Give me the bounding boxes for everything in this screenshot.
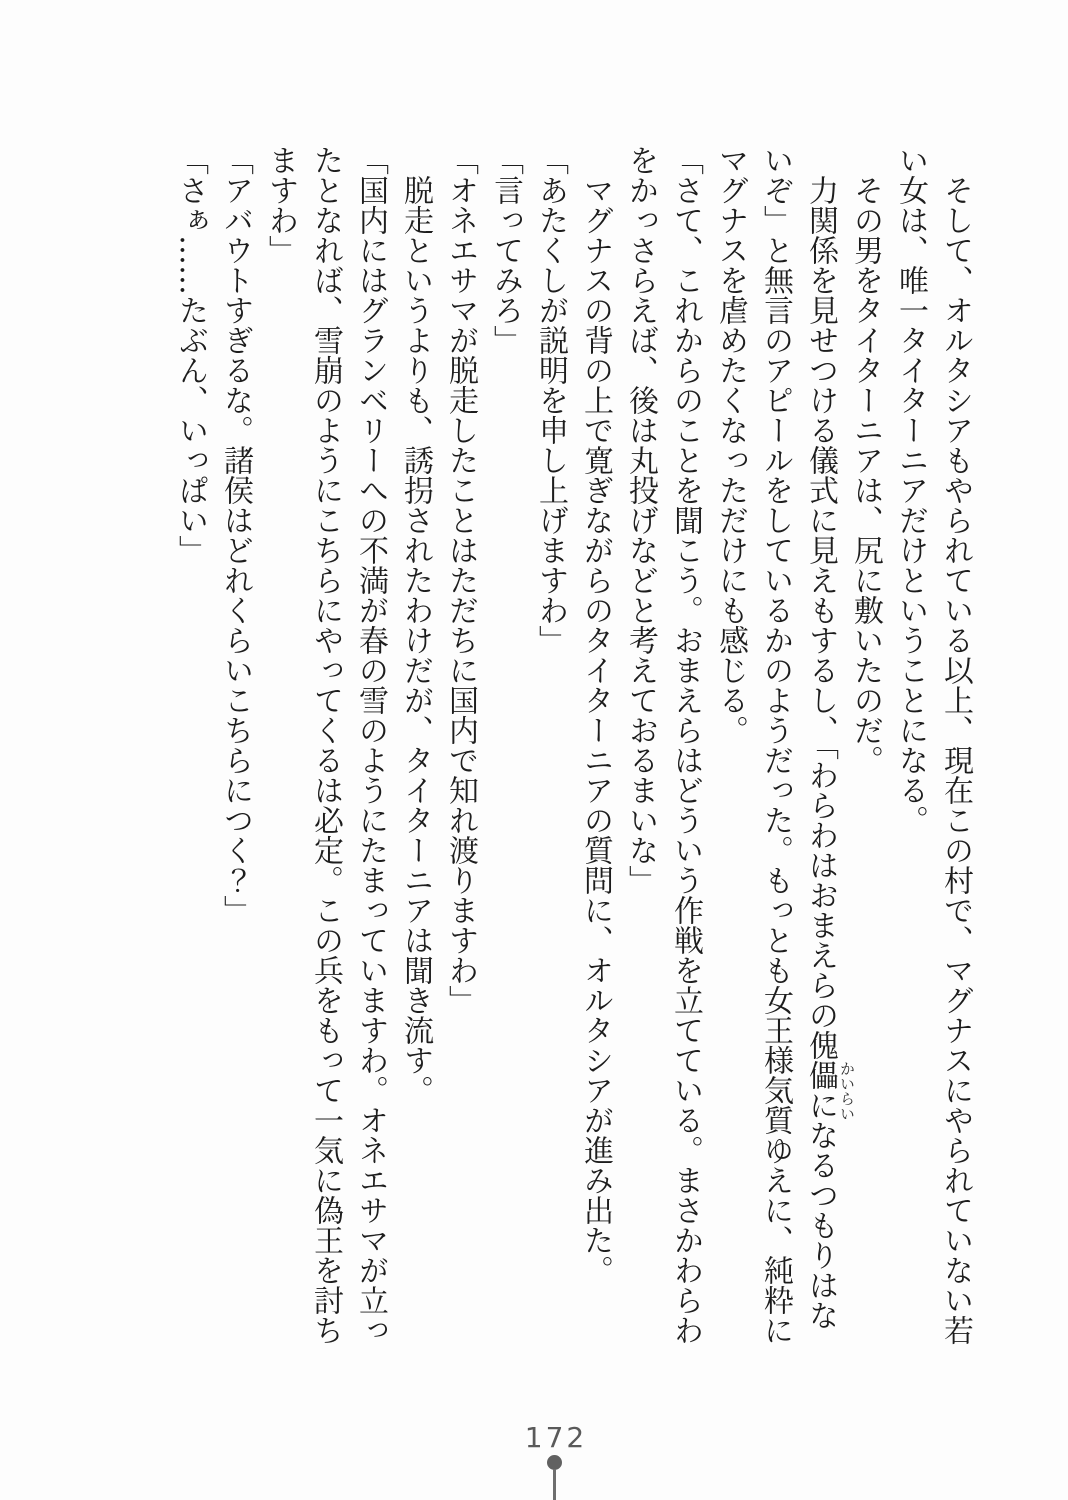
paragraph: 力関係を見せつける儀式に見えもするし、「わらわはおまえらの傀儡 かいらい になるつもりはないぞ」と無言のアピールをしているかのようだった。もっとも女王様気質ゆえに、純粋にマグナスを虐めたくなっただけにも感じる。: [713, 145, 856, 1345]
furigana: かいらい: [838, 1061, 856, 1121]
paragraph: 「言ってみろ」: [488, 145, 523, 355]
paragraph: 「アバウトすぎるな。諸侯はどれくらいこちらにつく？」: [218, 145, 253, 925]
paragraph: 「オネエサマが脱走したことはただちに国内で知れ渡りますわ」: [443, 145, 478, 1015]
furigana-base: 傀儡 かいらい: [803, 1030, 856, 1121]
paragraph: 「さて、これからのことを聞こう。おまえらはどういう作戦を立てている。まさかわらわをかっさらえば、後は丸投げなどと考えておるまいな」: [623, 145, 703, 1345]
text-block: [168, 145, 978, 1351]
paragraph: 「国内にはグランベリーへの不満が春の雪のようにたまっていますわ。オネエサマが立ったとなれば、雪崩のようにこちらにやってくるは必定。この兵をもって一気に偽王を討ちますわ」: [263, 145, 388, 1345]
footer-ornament-dot-icon: [547, 1455, 562, 1470]
paragraph: マグナスの背の上で寛ぎながらのタイターニアの質問に、オルタシアが進み出た。: [578, 175, 613, 1285]
paragraph: その男をタイターニアは、尻に敷いたのだ。: [848, 175, 883, 775]
paragraph: 「あたくしが説明を申し上げますわ」: [533, 145, 568, 655]
paragraph: 「さぁ……たぶん、いっぱい」: [173, 145, 208, 565]
page-number: 172: [524, 1421, 588, 1454]
paragraph: そして、オルタシアもやられている以上、現在この村で、マグナスにやられていない若い女は、唯一タイターニアだけということになる。: [893, 145, 973, 1345]
paragraph: 脱走というよりも、誘拐されたわけだが、タイターニアは聞き流す。: [398, 175, 433, 1105]
footer-ornament-line: [553, 1469, 556, 1500]
